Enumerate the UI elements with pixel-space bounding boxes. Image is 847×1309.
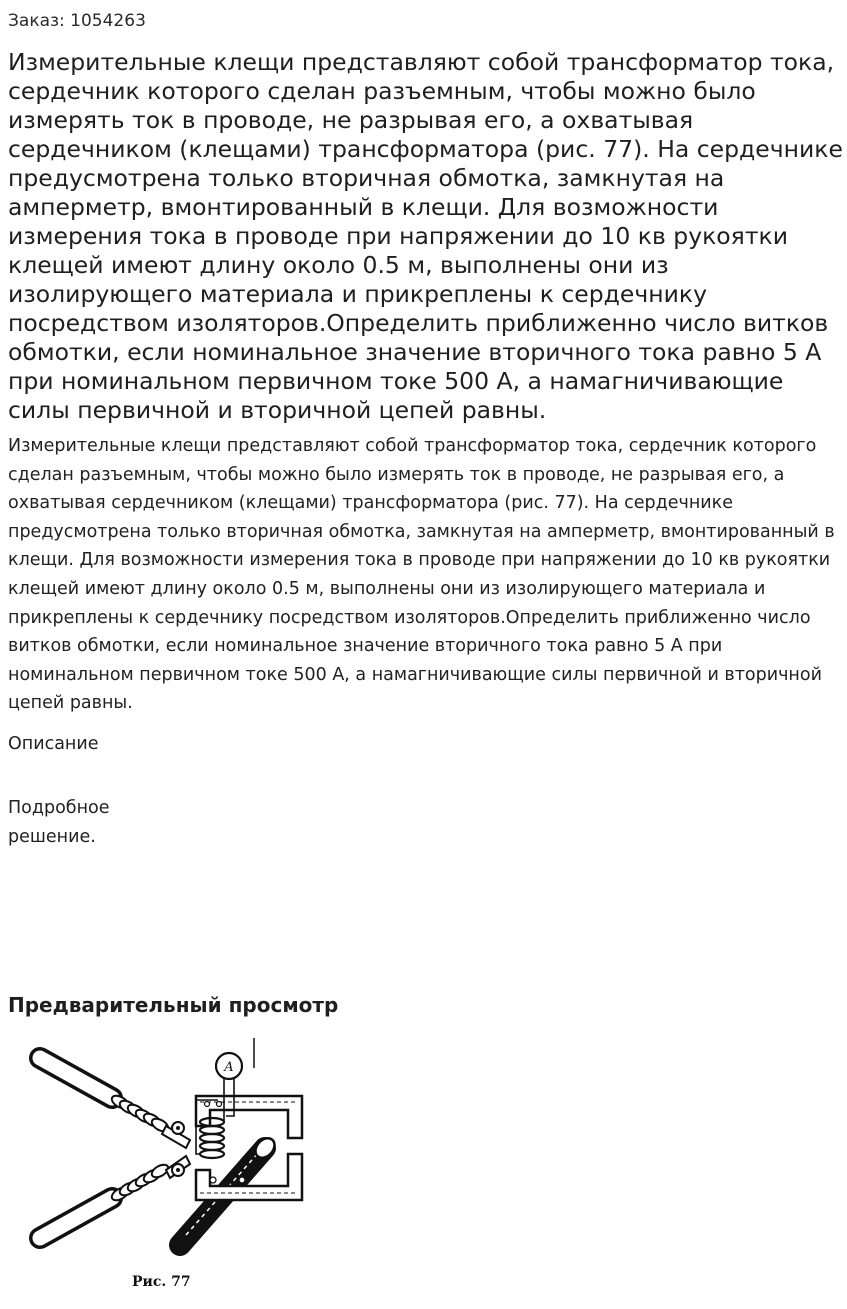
order-number: Заказ: 1054263	[8, 11, 146, 31]
upper-handle	[40, 1058, 190, 1148]
ammeter-label: A	[224, 1060, 234, 1075]
secondary-winding	[200, 1118, 224, 1158]
description-text: Подробное решение.	[8, 798, 110, 847]
description-label: Описание	[8, 734, 99, 754]
pivot-joint	[172, 1122, 184, 1176]
lower-handle	[40, 1156, 190, 1238]
figure-caption: Рис. 77	[132, 1274, 191, 1290]
clamp-meter-figure	[20, 1030, 320, 1295]
preview-heading: Предварительный просмотр	[8, 993, 339, 1017]
task-title: Измерительные клещи представляют собой трансформатор тока, сердечник которого сделан разъемным, чтобы можно было измерять ток в проводе, не разрывая его, а охватывая сердечником (клещами) трансформатора (рис. 77). На сердечнике предусмотрена только вторичная обмотка, замкнутая на амперметр, вмонтированный в клещи. Для возможности измерения тока в проводе при напряжении до 10 кв рукоятки клещей имеют длину около 0.5 м, выполнены они из изолирующего материала и прикреплены к сердечнику посредством изоляторов.Определить приближенно число витков обмотки, если номинальное значение вторичного тока равно 5 А при номинальном первичном токе 500 А, а намагничивающие силы первичной и вторичной цепей равны.	[8, 48, 843, 424]
task-body: Измерительные клещи представляют собой трансформатор тока, сердечник которого сделан разъемным, чтобы можно было измерять ток в проводе, не разрывая его, а охватывая сердечником (клещами) трансформатора (рис. 77). На сердечнике предусмотрена только вторичная обмотка, замкнутая на амперметр, вмонтированный в клещи. Для возможности измерения тока в проводе при напряжении до 10 кв рукоятки клещей имеют длину около 0.5 м, выполнены они из изолирующего материала и прикреплены к сердечнику посредством изоляторов.Определить приближенно число витков обмотки, если номинальное значение вторичного тока равно 5 А при номинальном первичном токе 500 А, а намагничивающие силы первичной и вторичной цепей равны.	[8, 436, 835, 714]
ammeter	[216, 1038, 254, 1079]
